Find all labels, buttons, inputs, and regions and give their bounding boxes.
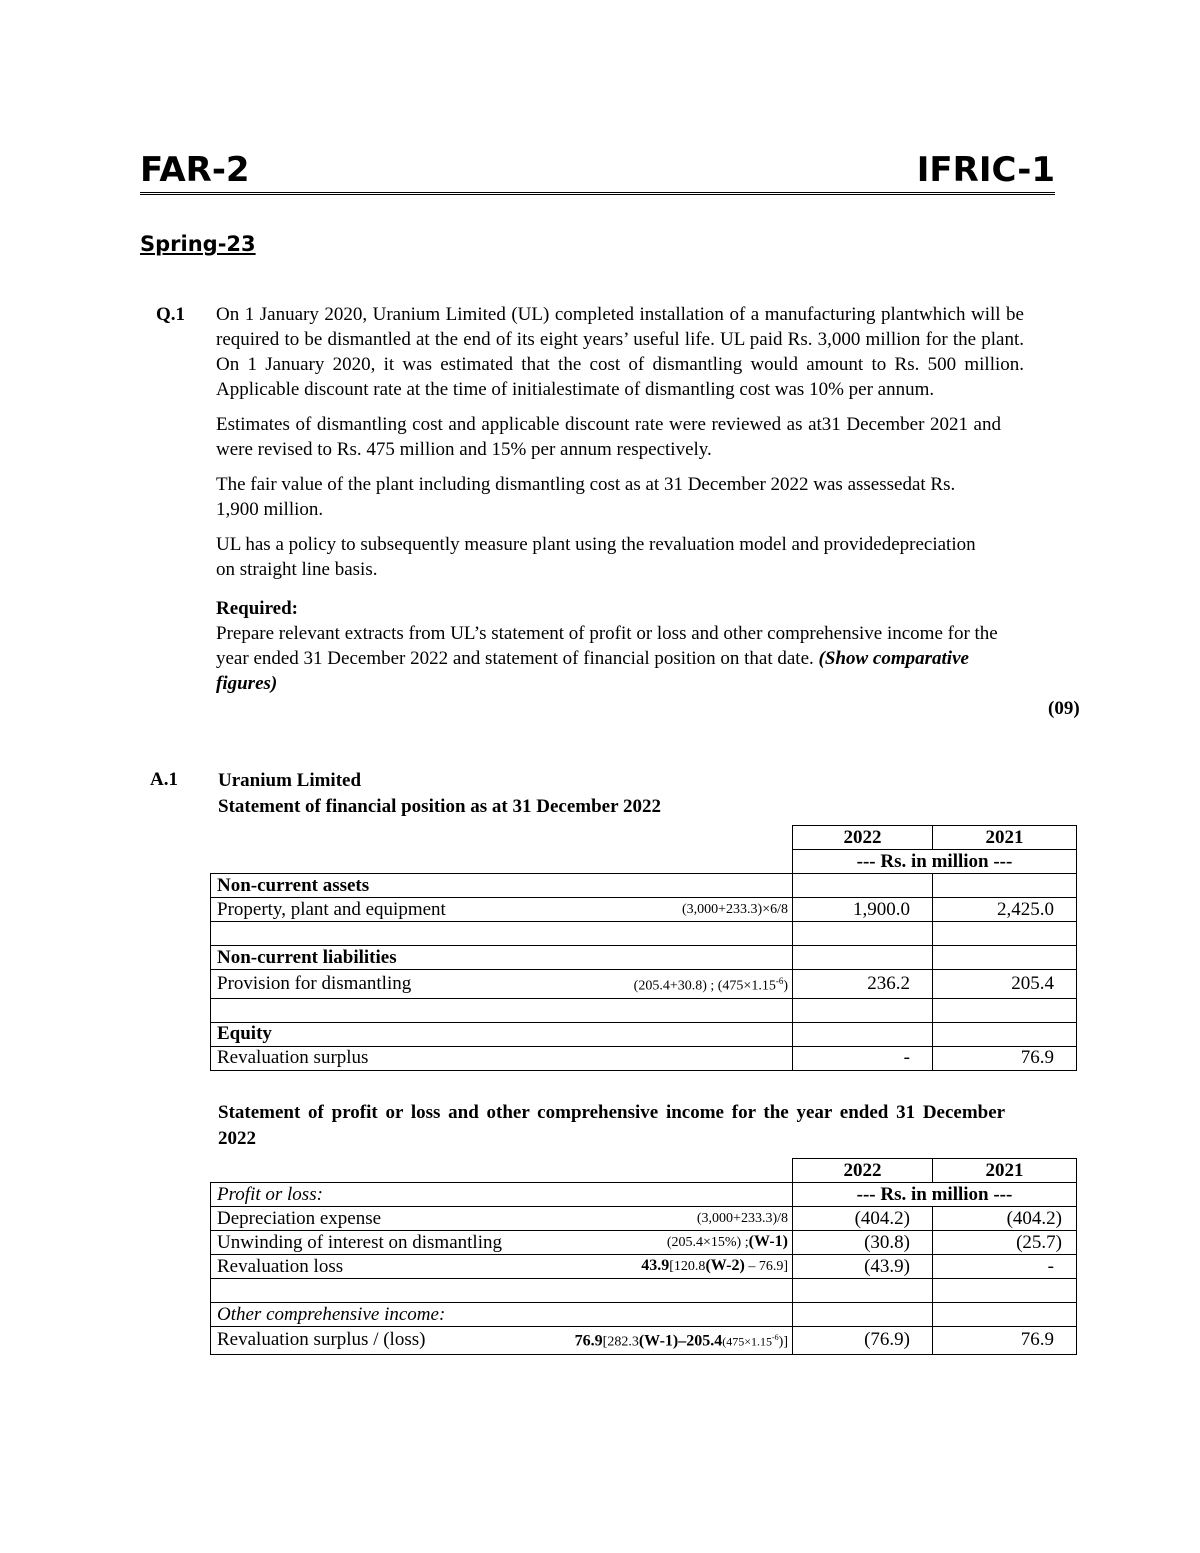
units-label: --- Rs. in million --- [793,850,1077,874]
section-heading: Non-current liabilities [211,946,793,970]
row-calculation: (205.4×15%) ;(W-1) [522,1231,793,1255]
required-label: Required: [216,598,298,619]
row-calculation: (3,000+233.3)×6/8 [522,898,793,922]
table-row [211,850,1077,874]
table-row [211,1046,1077,1070]
table-row [211,1183,1077,1207]
table-row [211,826,1077,850]
question-number: Q.1 [156,304,186,325]
table-row [211,998,1077,1022]
question-paragraph: On 1 January 2020, Uranium Limited (UL) completed installation of a manufacturing plantwhich will be required to be dismantled at the end of its eight years’ useful life. UL paid Rs. 3,000 million for the plant. On 1 January 2020, it was estimated that the cost of dismantling would amount to Rs. 500 million. Applicable discount rate at the time of initialestimate of dismantling cost was 10% per annum. [216,304,1024,400]
value-2021: - [933,1255,1077,1279]
question-paragraph: The fair value of the plant including dismantling cost as at 31 December 2022 was assessedat Rs. 1,900 million. [216,474,956,520]
value-2022: (76.9) [793,1327,933,1355]
sofp-table [210,825,1077,1071]
section-heading: Profit or loss: [211,1183,793,1207]
value-2021: (25.7) [933,1231,1077,1255]
table-row [211,898,1077,922]
column-header-2021: 2021 [933,826,1077,850]
row-calculation: (3,000+233.3)/8 [522,1207,793,1231]
session-title: Spring-23 [140,232,256,256]
answer-title [218,768,661,820]
marks: (09) [1048,698,1080,719]
header-left: FAR-2 [140,150,250,190]
value-2022: (43.9) [793,1255,933,1279]
value-2022: 1,900.0 [793,898,933,922]
question-body [216,302,1024,706]
row-label: Revaluation loss [211,1255,522,1279]
document-header [140,150,1055,195]
sofp-title: Statement of financial position as at 31 December 2022 [218,796,661,817]
table-row [211,1279,1077,1303]
value-2021: 205.4 [933,970,1077,999]
row-label: Provision for dismantling [211,970,522,999]
row-calculation: $76.9[282.3(W-1)-205.4(475\times 1.15^{-6})]$ [522,1327,793,1355]
row-label: Unwinding of interest on dismantling [211,1231,522,1255]
table-row [211,1303,1077,1327]
section-heading: Non-current assets [211,874,793,898]
table-row [211,922,1077,946]
company-name: Uranium Limited [218,770,362,791]
section-heading: Other comprehensive income: [211,1303,793,1327]
row-label: Property, plant and equipment [211,898,522,922]
units-label: --- Rs. in million --- [793,1183,1077,1207]
question-paragraph: Estimates of dismantling cost and applicable discount rate were reviewed as at31 December 2021 and were revised to Rs. 475 million and 15% per annum respectively. [216,414,1001,460]
table-row [211,1207,1077,1231]
column-header-2022: 2022 [793,826,933,850]
column-header-2021: 2021 [933,1159,1077,1183]
question-paragraph: UL has a policy to subsequently measure plant using the revaluation model and providedepreciation on straight line basis. [216,534,976,580]
required-block [216,596,1024,696]
required-text: Prepare relevant extracts from UL’s statement of profit or loss and other comprehensive income for the year ended 31 December 2022 and statement of financial position on that date. [216,623,998,669]
value-2021: 76.9 [933,1046,1077,1070]
table-row [211,1159,1077,1183]
table-row [211,1022,1077,1046]
table-row [211,1231,1077,1255]
row-label: Revaluation surplus [211,1046,793,1070]
value-2022: - [793,1046,933,1070]
table-row [211,946,1077,970]
required-note: (Show comparative figures) [216,648,969,694]
table-row [211,1255,1077,1279]
value-2021: 76.9 [933,1327,1077,1355]
value-2022: (30.8) [793,1231,933,1255]
value-2021: 2,425.0 [933,898,1077,922]
table-row [211,1327,1077,1355]
section-heading: Equity [211,1022,793,1046]
table-row [211,874,1077,898]
value-2022: (404.2) [793,1207,933,1231]
table-row [211,970,1077,999]
header-right: IFRIC-1 [916,150,1055,190]
row-calculation: (205.4+30.8) ; $(475\times 1.15^{-6})$ [522,970,793,999]
value-2021: (404.2) [933,1207,1077,1231]
value-2022: 236.2 [793,970,933,999]
row-label: Depreciation expense [211,1207,522,1231]
answer-number: A.1 [150,769,178,790]
row-label: Revaluation surplus / (loss) [211,1327,522,1355]
row-calculation: 43.9[120.8(W-2) – 76.9] [522,1255,793,1279]
sopl-title: Statement of profit or loss and other comprehensive income for the year ended 31 December 2022 [218,1102,1005,1149]
sopl-table [210,1158,1077,1355]
column-header-2022: 2022 [793,1159,933,1183]
